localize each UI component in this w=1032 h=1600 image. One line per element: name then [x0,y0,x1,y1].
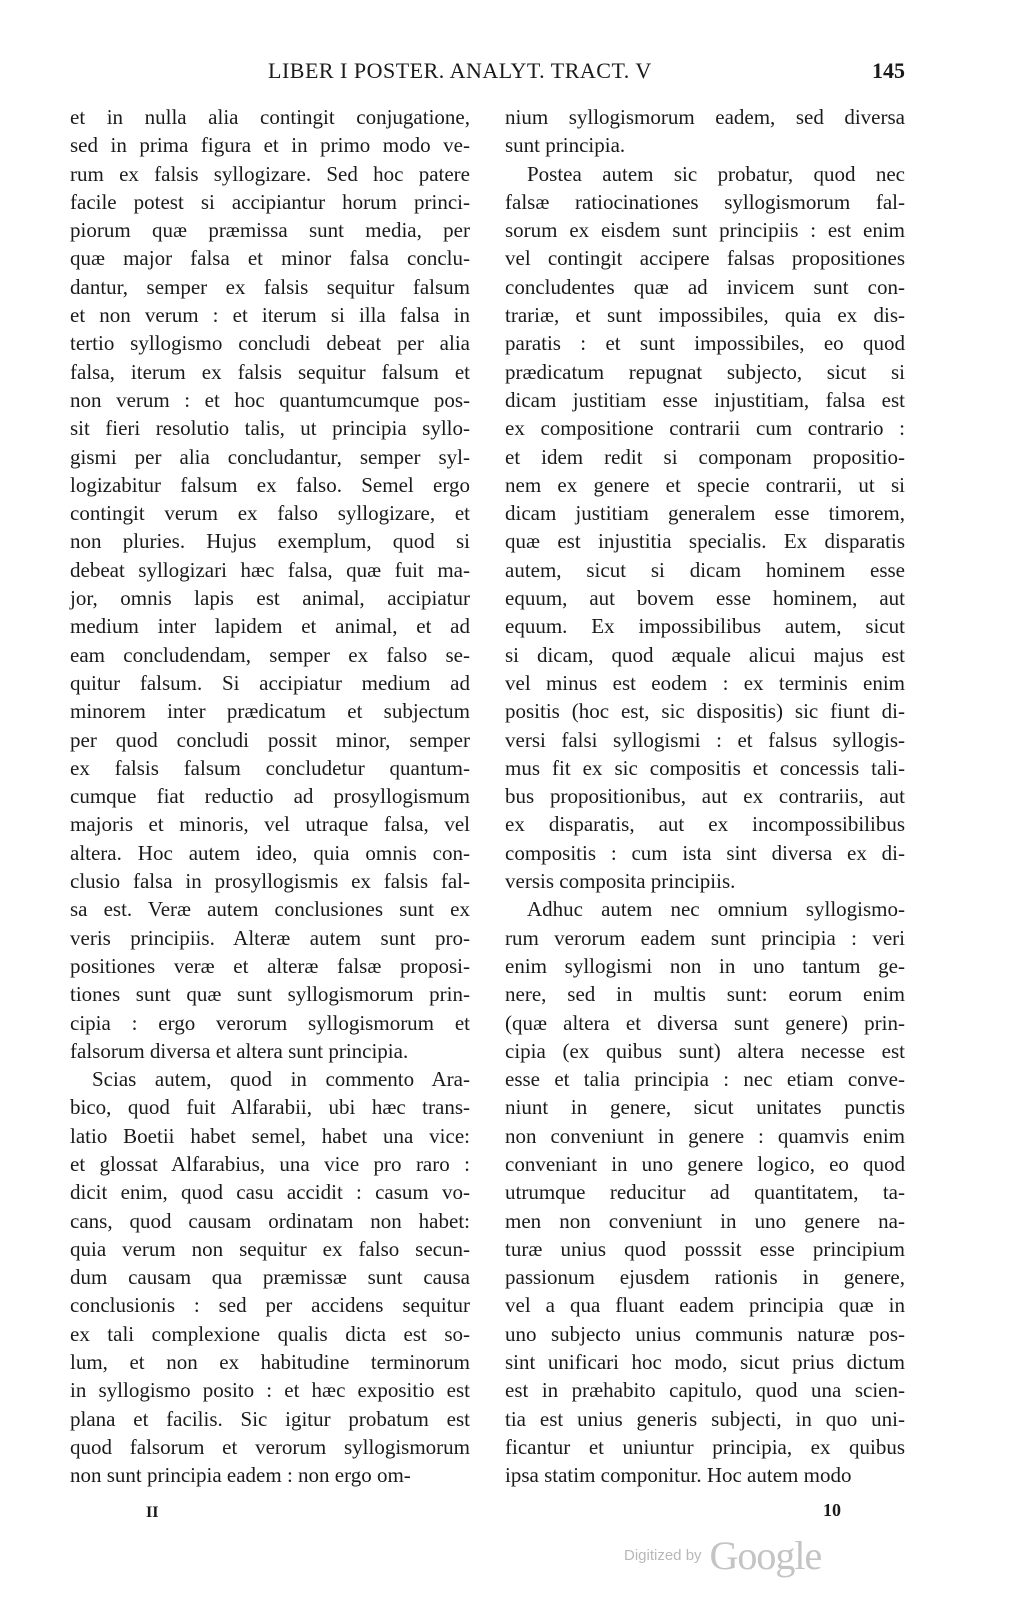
text-line: concludentes quæ ad invicem sunt con- [505,274,905,299]
text-line: et idem redit si componam propositio- [505,444,905,469]
watermark-prefix: Digitized by [624,1547,702,1564]
text-line: clusio falsa in prosyllogismis ex falsis fal- [70,869,470,894]
running-title: LIBER I POSTER. ANALYT. TRACT. V [268,58,652,83]
text-line: ipsa statim componitur. Hoc autem modo [505,1463,852,1488]
right-text-column [505,103,905,1490]
text-line: prædicatum repugnat subjecto, sicut si [505,359,905,384]
text-line: debeat syllogizari hæc falsa, quæ fuit ma- [70,557,470,582]
text-line: versi falsi syllogismi : et falsus syllogis- [505,727,905,752]
text-line: quæ est injustitia specialis. Ex disparatis [505,529,905,554]
text-line: sit fieri resolutio talis, ut principia syllo- [70,416,470,441]
text-line: non pluries. Hujus exemplum, quod si [70,529,470,554]
text-line: Adhuc autem nec omnium syllogismo- [527,897,905,922]
text-line: gismi per alia concludantur, semper syl- [70,444,470,469]
text-line: veris principiis. Alteræ autem sunt pro- [70,925,470,950]
text-line: conveniant in uno genere logico, eo quod [505,1151,905,1176]
text-line: quod falsorum et verorum syllogismorum [70,1434,470,1459]
text-line: et in nulla alia contingit conjugatione, [70,105,470,129]
digitized-watermark [624,1532,821,1582]
text-line: sed in prima figura et in primo modo ve- [70,133,470,158]
text-line: dantur, semper ex falsis sequitur falsum [70,274,470,299]
text-line: conclusionis : sed per accidens sequitur [70,1293,470,1318]
text-line: ex falsis falsum concludetur quantum- [70,755,470,780]
text-line: dicit enim, quod casu accidit : casum vo- [70,1180,470,1205]
text-line: majoris et minoris, vel utraque falsa, vel [70,812,470,837]
text-line: Scias autem, quod in commento Ara- [92,1067,470,1092]
text-line: positiones veræ et alteræ falsæ proposi- [70,953,470,978]
text-line: medium inter lapidem et animal, et ad [70,614,470,639]
text-line: trariæ, et sunt impossibiles, quia ex dis- [505,303,905,328]
text-line: paratis : et sunt impossibiles, eo quod [505,331,905,356]
left-text-column [70,103,470,1490]
text-line: rum verorum eadem sunt principia : veri [505,925,905,950]
text-line: lum, et non ex habitudine terminorum [70,1350,470,1375]
text-line: passionum ejusdem rationis in genere, [505,1265,905,1290]
text-line: Postea autem sic probatur, quod nec [527,161,905,186]
text-line: ficantur et uniuntur principia, ex quibus [505,1434,905,1459]
text-line: cumque fiat reductio ad prosyllogismum [70,784,470,809]
text-line: eam concludendam, semper ex falso se- [70,642,470,667]
text-line: jor, omnis lapis est animal, accipiatur [70,586,470,611]
text-line: bus propositionibus, aut ex contrariis, aut [505,784,905,809]
text-line: per quod concludi possit minor, semper [70,727,470,752]
text-line: equum, aut bovem esse hominem, aut [505,586,905,611]
text-line: positis (hoc est, sic dispositis) sic fiunt di- [505,699,905,724]
text-line: nium syllogismorum eadem, sed diversa [505,105,905,129]
text-line: cans, quod causam ordinatam non habet: [70,1208,470,1233]
google-logo: Google [709,1533,822,1578]
text-line: sint unificari hoc modo, sicut prius dictum [505,1350,905,1375]
text-line: non sunt principia eadem : non ergo om- [70,1463,411,1488]
text-line: rum ex falsis syllogizare. Sed hoc patere [70,161,470,186]
signature-mark-left: II [146,1504,159,1521]
text-line: plana et facilis. Sic igitur probatum est [70,1406,470,1431]
text-line: autem, sicut si dicam hominem esse [505,557,905,582]
text-line: bico, quod fuit Alfarabii, ubi hæc trans- [70,1095,470,1120]
text-line: quia verum non sequitur ex falso secun- [70,1236,470,1261]
text-line: sunt principia. [505,133,626,158]
text-line: dum causam qua præmissæ sunt causa [70,1265,470,1290]
text-line: nere, sed in multis sunt: eorum enim [505,982,905,1007]
text-line: ex compositione contrarii cum contrario : [505,416,905,441]
text-line: (quæ altera et diversa sunt genere) prin- [505,1010,905,1035]
text-line: logizabitur falsum ex falso. Semel ergo [70,472,470,497]
text-line: men non conveniunt in uno genere na- [505,1208,905,1233]
text-line: falsæ ratiocinationes syllogismorum fal- [505,189,905,214]
page-header [0,58,1032,88]
text-line: esse et talia principia : nec etiam conve- [505,1067,905,1092]
text-line: tiones sunt quæ sunt syllogismorum prin- [70,982,470,1007]
text-line: vel minus est eodem : ex terminis enim [505,670,905,695]
text-line: ex tali complexione qualis dicta est so- [70,1321,470,1346]
text-line: sorum ex eisdem sunt principiis : est enim [505,218,905,243]
text-line: dicam justitiam esse injustitiam, falsa est [505,387,905,412]
text-line: non conveniunt in genere : quamvis enim [505,1123,905,1148]
text-line: contingit verum ex falso syllogizare, et [70,501,470,526]
text-line: et non verum : et iterum si illa falsa in [70,303,470,328]
text-line: cipia (ex quibus sunt) altera necesse est [505,1038,905,1063]
text-line: in syllogismo posito : et hæc expositio est [70,1378,470,1403]
text-line: versis composita principiis. [505,869,736,894]
text-line: quæ major falsa et minor falsa conclu- [70,246,470,271]
text-line: non verum : et hoc quantumcumque pos- [70,387,470,412]
text-line: vel a qua fluant eadem principia quæ in [505,1293,905,1318]
text-line: utrumque reducitur ad quantitatem, ta- [505,1180,905,1205]
text-line: et glossat Alfarabius, una vice pro raro : [70,1151,470,1176]
text-line: si dicam, quod æquale alicui majus est [505,642,905,667]
text-line: ex disparatis, aut ex incompossibilibus [505,812,905,837]
text-line: falsorum diversa et altera sunt principia. [70,1038,409,1063]
text-line: nem ex genere et specie contrarii, ut si [505,472,905,497]
signature-mark-right: 10 [823,1500,841,1520]
text-line: tia est unius generis subjecti, in quo uni- [505,1406,905,1431]
text-line: facile potest si accipiantur horum princi- [70,189,470,214]
text-line: minorem inter prædicatum et subjectum [70,699,470,724]
text-line: vel contingit accipere falsas propositiones [505,246,905,271]
text-line: compositis : cum ista sint diversa ex di- [505,840,905,865]
text-line: mus fit ex sic compositis et concessis tali- [505,755,905,780]
text-line: equum. Ex impossibilibus autem, sicut [505,614,905,639]
page-number: 145 [872,58,905,83]
text-line: altera. Hoc autem ideo, quia omnis con- [70,840,470,865]
text-line: falsa, iterum ex falsis sequitur falsum et [70,359,470,384]
text-line: enim syllogismi non in uno tantum ge- [505,953,905,978]
text-line: quitur falsum. Si accipiatur medium ad [70,670,470,695]
text-line: cipia : ergo verorum syllogismorum et [70,1010,470,1035]
text-line: sa est. Veræ autem conclusiones sunt ex [70,897,470,922]
text-line: est in præhabito capitulo, quod una scien- [505,1378,905,1403]
text-line: tertio syllogismo concludi debeat per alia [70,331,470,356]
text-line: niunt in genere, sicut unitates punctis [505,1095,905,1120]
text-line: latio Boetii habet semel, habet una vice: [70,1123,470,1148]
text-line: uno subjecto unius communis naturæ pos- [505,1321,905,1346]
text-line: turæ unius quod posssit esse principium [505,1236,905,1261]
text-line: dicam justitiam generalem esse timorem, [505,501,905,526]
text-line: piorum quæ præmissa sunt media, per [70,218,470,243]
